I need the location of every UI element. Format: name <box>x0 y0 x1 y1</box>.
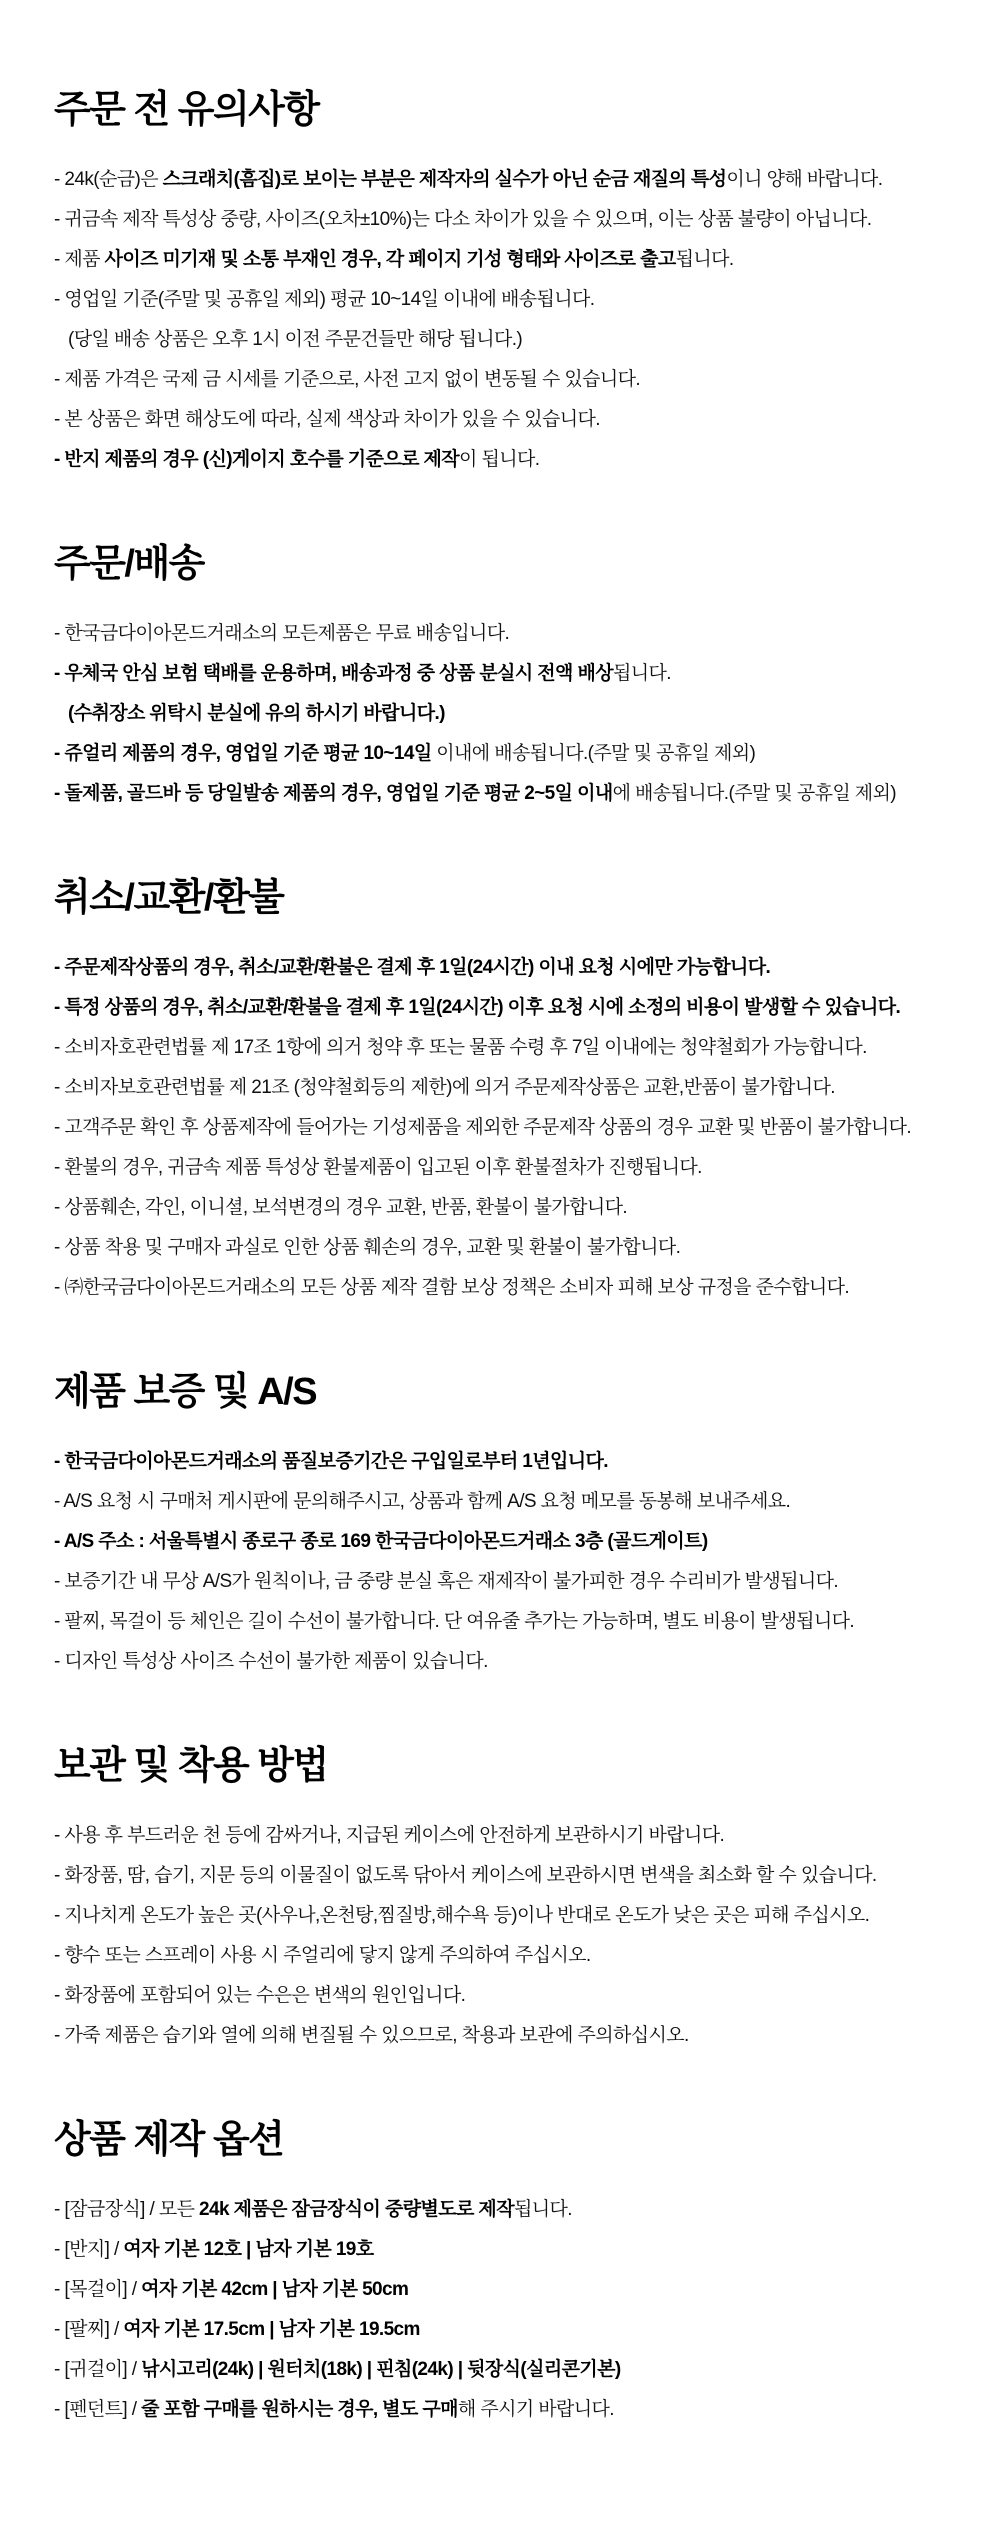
section-title: 주문 전 유의사항 <box>54 89 319 131</box>
notice-line <box>54 1442 960 1482</box>
notice-text-bold: - 우체국 안심 보험 택배를 운용하며, 배송과정 중 상품 분실시 전액 배상 <box>54 663 613 684</box>
notice-line <box>54 1856 960 1896</box>
notice-text: - 본 상품은 화면 해상도에 따라, 실제 색상과 차이가 있을 수 있습니다. <box>54 409 600 430</box>
notice-text: - 상품 착용 및 구매자 과실로 인한 상품 훼손의 경우, 교환 및 환불이 불가합니다. <box>54 1237 681 1258</box>
notice-text: - 가죽 제품은 습기와 열에 의해 변질될 수 있으므로, 착용과 보관에 주의하십시오. <box>54 2025 689 2046</box>
notice-sections <box>54 88 960 2430</box>
notice-line <box>54 400 960 440</box>
notice-text-bold: 여자 기본 42cm | 남자 기본 50cm <box>141 2279 409 2300</box>
notice-text: - 화장품, 땀, 습기, 지문 등의 이물질이 없도록 닦아서 케이스에 보관하시면 변색을 최소화 할 수 있습니다. <box>54 1865 877 1886</box>
notice-text-bold: 여자 기본 12호 | 남자 기본 19호 <box>123 2239 374 2260</box>
notice-line <box>54 2310 960 2350</box>
notice-line <box>54 1108 960 1148</box>
notice-text-bold: 24k 제품은 잠금장식이 중량별도로 제작 <box>199 2199 514 2220</box>
notice-text: 이 됩니다. <box>459 449 540 470</box>
notice-line <box>54 2270 960 2310</box>
notice-line <box>54 160 960 200</box>
notice-text: - 24k(순금)은 <box>54 169 163 190</box>
notice-text: - 향수 또는 스프레이 사용 시 주얼리에 닿지 않게 주의하여 주십시오. <box>54 1945 591 1966</box>
notice-line <box>54 694 960 734</box>
notice-line <box>54 1642 960 1682</box>
notice-text: - 한국금다이아몬드거래소의 모든제품은 무료 배송입니다. <box>54 623 510 644</box>
notice-text-bold: - 특정 상품의 경우, 취소/교환/환불을 결제 후 1일(24시간) 이후 요청 시에 소정의 비용이 발생할 수 있습니다. <box>54 997 901 1018</box>
notice-line <box>54 2230 960 2270</box>
section-title: 보관 및 착용 방법 <box>54 1745 328 1787</box>
notice-text: - [펜던트] / <box>54 2399 142 2420</box>
notice-line <box>54 2016 960 2056</box>
notice-text-bold: - 돌제품, 골드바 등 당일발송 제품의 경우, 영업일 기준 평균 2~5일 이내 <box>54 783 613 804</box>
notice-line <box>54 1068 960 1108</box>
notice-line <box>54 774 960 814</box>
notice-text: - 소비자보호관련법률 제 21조 (청약철회등의 제한)에 의거 주문제작상품은 교환,반품이 불가합니다. <box>54 1077 835 1098</box>
notice-text: 이니 양해 바랍니다. <box>726 169 883 190</box>
notice-line <box>54 1896 960 1936</box>
notice-text-bold: - A/S 주소 : 서울특별시 종로구 종로 169 한국금다이아몬드거래소 3층 (골드게이트) <box>54 1531 708 1552</box>
notice-line <box>54 2350 960 2390</box>
notice-section <box>54 1744 960 2056</box>
notice-text-bold: 줄 포함 구매를 원하시는 경우, 별도 구매 <box>141 2399 458 2420</box>
notice-line <box>54 1602 960 1642</box>
notice-text: - 소비자호관련법률 제 17조 1항에 의거 청약 후 또는 물품 수령 후 7일 이내에는 청약철회가 가능합니다. <box>54 1037 867 1058</box>
notice-line <box>54 614 960 654</box>
notice-text: 이내에 배송됩니다.(주말 및 공휴일 제외) <box>431 743 756 764</box>
notice-text: - 디자인 특성상 사이즈 수선이 불가한 제품이 있습니다. <box>54 1651 488 1672</box>
notice-line <box>54 320 960 360</box>
notice-text: - 고객주문 확인 후 상품제작에 들어가는 기성제품을 제외한 주문제작 상품의 경우 교환 및 반품이 불가합니다. <box>54 1117 912 1138</box>
notice-line <box>54 1482 960 1522</box>
notice-text: - [반지] / <box>54 2239 124 2260</box>
notice-text: - 지나치게 온도가 높은 곳(사우나,온천탕,찜질방,해수욕 등)이나 반대로 온도가 낮은 곳은 피해 주십시오. <box>54 1905 870 1926</box>
notice-text: - [팔찌] / <box>54 2319 124 2340</box>
notice-line <box>54 240 960 280</box>
notice-line <box>54 1188 960 1228</box>
notice-section <box>54 542 960 814</box>
notice-text-bold: 낚시고리(24k) | 원터치(18k) | 핀침(24k) | 뒷장식(실리콘기본) <box>141 2359 621 2380</box>
notice-line <box>54 1228 960 1268</box>
notice-line <box>54 1936 960 1976</box>
notice-line <box>54 734 960 774</box>
section-title: 상품 제작 옵션 <box>54 2119 284 2161</box>
notice-text: - 환불의 경우, 귀금속 제품 특성상 환불제품이 입고된 이후 환불절차가 진행됩니다. <box>54 1157 702 1178</box>
notice-text: - 보증기간 내 무상 A/S가 원칙이나, 금 중량 분실 혹은 재제작이 불가피한 경우 수리비가 발생됩니다. <box>54 1571 839 1592</box>
notice-text: - 팔찌, 목걸이 등 체인은 길이 수선이 불가합니다. 단 여유줄 추가는 가능하며, 별도 비용이 발생됩니다. <box>54 1611 855 1632</box>
notice-text-bold: (수취장소 위탁시 분실에 유의 하시기 바랍니다.) <box>68 703 445 724</box>
notice-text: - [목걸이] / <box>54 2279 142 2300</box>
notice-text: - 화장품에 포함되어 있는 수은은 변색의 원인입니다. <box>54 1985 466 2006</box>
notice-text: 됩니다. <box>513 2199 572 2220</box>
notice-line <box>54 2390 960 2430</box>
notice-section <box>54 2118 960 2430</box>
notice-text: 해 주시기 바랍니다. <box>457 2399 614 2420</box>
notice-text: 됩니다. <box>675 249 734 270</box>
notice-line <box>54 360 960 400</box>
notice-text-bold: - 한국금다이아몬드거래소의 품질보증기간은 구입일로부터 1년입니다. <box>54 1451 608 1472</box>
notice-text-bold: - 반지 제품의 경우 (신)게이지 호수를 기준으로 제작 <box>54 449 460 470</box>
notice-text: - 제품 가격은 국제 금 시세를 기준으로, 사전 고지 없이 변동될 수 있습니다. <box>54 369 641 390</box>
notice-text-bold: - 쥬얼리 제품의 경우, 영업일 기준 평균 10~14일 <box>54 743 432 764</box>
section-title: 취소/교환/환불 <box>54 877 284 919</box>
notice-line <box>54 948 960 988</box>
notice-section <box>54 1370 960 1682</box>
notice-line <box>54 1976 960 2016</box>
notice-line <box>54 2190 960 2230</box>
notice-section <box>54 876 960 1308</box>
notice-section <box>54 88 960 480</box>
notice-line <box>54 1816 960 1856</box>
notice-text-bold: - 주문제작상품의 경우, 취소/교환/환불은 결제 후 1일(24시간) 이내 요청 시에만 가능합니다. <box>54 957 771 978</box>
notice-text: - [잠금장식] / 모든 <box>54 2199 200 2220</box>
notice-line <box>54 1522 960 1562</box>
notice-line <box>54 988 960 1028</box>
notice-line <box>54 1148 960 1188</box>
notice-line <box>54 440 960 480</box>
notice-text: - 사용 후 부드러운 천 등에 감싸거나, 지급된 케이스에 안전하게 보관하시기 바랍니다. <box>54 1825 725 1846</box>
notice-text: - 상품훼손, 각인, 이니셜, 보석변경의 경우 교환, 반품, 환불이 불가합니다. <box>54 1197 628 1218</box>
section-title: 주문/배송 <box>54 543 204 585</box>
notice-text: - 귀금속 제작 특성상 중량, 사이즈(오차±10%)는 다소 차이가 있을 수 있으며, 이는 상품 불량이 아닙니다. <box>54 209 872 230</box>
notice-line <box>54 654 960 694</box>
notice-text-bold: 여자 기본 17.5cm | 남자 기본 19.5cm <box>123 2319 420 2340</box>
notice-text: - A/S 요청 시 구매처 게시판에 문의해주시고, 상품과 함께 A/S 요청 메모를 동봉해 보내주세요. <box>54 1491 791 1512</box>
notice-text-bold: 사이즈 미기재 및 소통 부재인 경우, 각 페이지 기성 형태와 사이즈로 출고 <box>104 249 676 270</box>
notice-line <box>54 200 960 240</box>
notice-text: - 영업일 기준(주말 및 공휴일 제외) 평균 10~14일 이내에 배송됩니다. <box>54 289 595 310</box>
notice-text: 에 배송됩니다.(주말 및 공휴일 제외) <box>612 783 896 804</box>
notice-line <box>54 1562 960 1602</box>
notice-text: 됩니다. <box>613 663 671 684</box>
notice-line <box>54 1268 960 1308</box>
notice-text-bold: 스크래치(흠집)로 보이는 부분은 제작자의 실수가 아닌 순금 재질의 특성 <box>162 169 727 190</box>
section-title: 제품 보증 및 A/S <box>54 1371 317 1413</box>
notice-text: - 제품 <box>54 249 105 270</box>
notice-text: - ㈜한국금다이아몬드거래소의 모든 상품 제작 결함 보상 정책은 소비자 피해 보상 규정을 준수합니다. <box>54 1277 850 1298</box>
notice-line <box>54 1028 960 1068</box>
notice-line <box>54 280 960 320</box>
notice-text: - [귀걸이] / <box>54 2359 142 2380</box>
notice-text: (당일 배송 상품은 오후 1시 이전 주문건들만 해당 됩니다.) <box>68 329 523 350</box>
